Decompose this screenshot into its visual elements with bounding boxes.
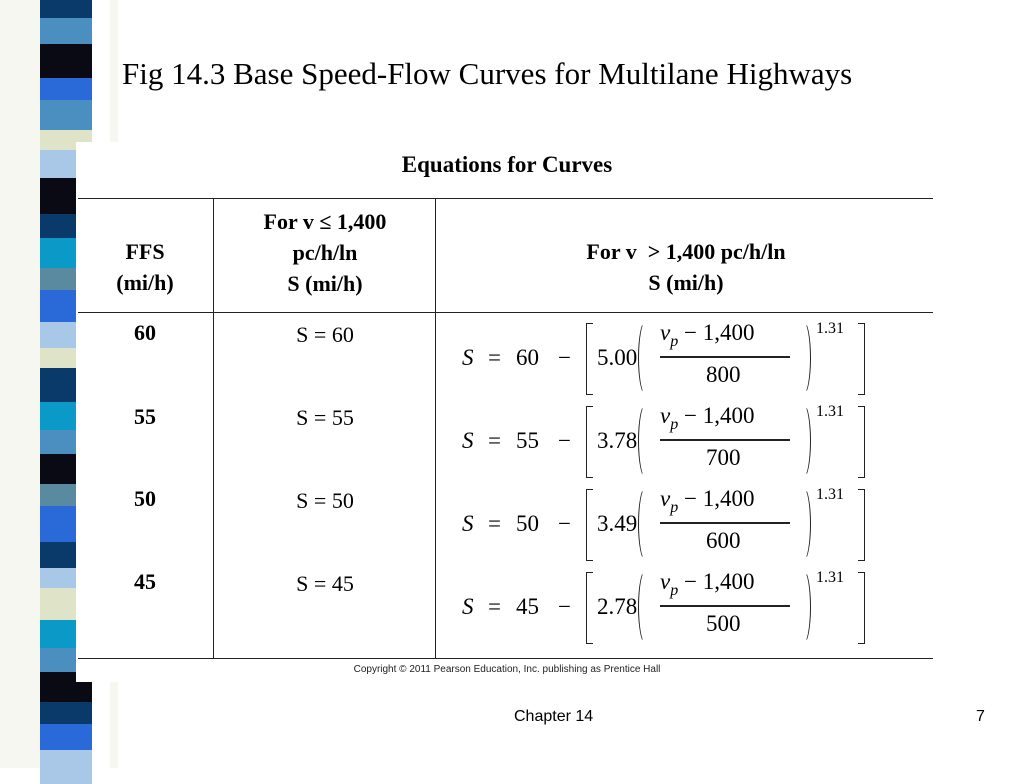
footer-chapter: Chapter 14 <box>514 708 594 725</box>
equation-exponent: 1.31 <box>816 403 844 420</box>
low-flow-equation: S = 50 <box>296 488 354 513</box>
left-bracket <box>586 323 593 395</box>
equation-denominator: 500 <box>706 611 741 636</box>
equation-s-symbol: S <box>462 594 474 619</box>
left-paren <box>638 404 653 478</box>
equation-numerator <box>660 320 755 350</box>
equation-denominator: 700 <box>706 445 741 470</box>
header-high-flow <box>436 236 936 298</box>
equation-minus: − <box>558 428 571 453</box>
right-bracket <box>858 323 865 395</box>
equation-exponent: 1.31 <box>816 486 844 503</box>
stripe-block <box>40 702 92 724</box>
equation-numerator-tail: − 1,400 <box>683 403 755 428</box>
header-high-line-1: For v > 1,400 pc/h/ln <box>586 239 786 264</box>
equation-exponent: 1.31 <box>816 320 844 337</box>
ffs-value: 45 <box>134 569 156 594</box>
ffs-value: 55 <box>134 404 156 429</box>
equation-s-symbol: S <box>462 345 474 370</box>
ffs-value: 50 <box>134 486 156 511</box>
high-flow-equation <box>462 484 932 574</box>
equation-s-symbol: S <box>462 511 474 536</box>
equation-s-symbol: S <box>462 428 474 453</box>
right-paren <box>796 487 811 561</box>
equation-coefficient: 2.78 <box>597 594 638 619</box>
equation-minus: − <box>558 345 571 370</box>
high-flow-equation <box>462 318 932 408</box>
table-title: Equations for Curves <box>401 152 613 177</box>
left-paren <box>638 321 653 395</box>
equation-v: v <box>660 486 671 511</box>
right-bracket <box>858 406 865 478</box>
stripe-block <box>40 18 92 44</box>
left-bracket <box>586 406 593 478</box>
equation-numerator <box>660 486 755 516</box>
stripe-block <box>40 750 92 784</box>
header-ffs <box>76 236 214 298</box>
equation-equals: = <box>488 511 501 536</box>
equation-v-sub: p <box>670 582 679 599</box>
equation-v-sub: p <box>670 499 679 516</box>
equation-numerator <box>660 569 755 599</box>
stripe-block <box>40 44 92 78</box>
header-ffs-line-2: (mi/h) <box>116 270 174 295</box>
stripe-block <box>40 78 92 100</box>
fraction-bar <box>660 356 790 358</box>
header-ffs-line-1: FFS <box>125 239 165 264</box>
header-low-line-3: S (mi/h) <box>287 271 363 296</box>
equation-minus: − <box>558 511 571 536</box>
equation-v: v <box>660 320 671 345</box>
equation-equals: = <box>488 428 501 453</box>
equation-base: 45 <box>516 594 539 619</box>
right-bracket <box>858 572 865 644</box>
equation-base: 55 <box>516 428 539 453</box>
high-flow-equation <box>462 567 932 657</box>
equation-coefficient: 3.49 <box>597 511 638 536</box>
right-paren <box>796 404 811 478</box>
header-low-line-1: For v ≤ 1,400 <box>263 209 387 234</box>
right-paren <box>796 321 811 395</box>
equation-v: v <box>660 403 671 428</box>
equation-v: v <box>660 569 671 594</box>
slide-title: Fig 14.3 Base Speed-Flow Curves for Multilane Highways <box>122 56 853 91</box>
equations-table-figure <box>76 142 948 682</box>
right-paren <box>796 570 811 644</box>
equation-v-sub: p <box>670 416 679 433</box>
low-flow-equation: S = 55 <box>296 405 354 430</box>
fraction-bar <box>660 439 790 441</box>
fraction-bar <box>660 522 790 524</box>
bottom-rule <box>78 658 933 659</box>
header-low-line-2: pc/h/ln <box>292 240 358 265</box>
left-bracket <box>586 572 593 644</box>
equation-numerator-tail: − 1,400 <box>683 486 755 511</box>
high-flow-equation <box>462 401 932 491</box>
header-rule <box>78 312 933 313</box>
left-bracket <box>586 489 593 561</box>
equation-coefficient: 5.00 <box>597 345 638 370</box>
right-bracket <box>858 489 865 561</box>
stripe-block <box>40 724 92 750</box>
fraction-bar <box>660 605 790 607</box>
equation-numerator <box>660 403 755 433</box>
stripe-block <box>40 100 92 130</box>
equation-base: 50 <box>516 511 539 536</box>
equation-minus: − <box>558 594 571 619</box>
equation-numerator-tail: − 1,400 <box>683 569 755 594</box>
top-rule <box>78 198 933 199</box>
equation-v-sub: p <box>670 333 679 350</box>
stripe-block <box>40 0 92 18</box>
equation-exponent: 1.31 <box>816 569 844 586</box>
header-low-flow <box>214 206 436 299</box>
left-paren <box>638 570 653 644</box>
equation-denominator: 600 <box>706 528 741 553</box>
page-number: 7 <box>976 708 985 725</box>
equation-denominator: 800 <box>706 362 741 387</box>
copyright-notice: Copyright © 2011 Pearson Education, Inc. publishing as Prentice Hall <box>353 664 661 675</box>
equation-coefficient: 3.78 <box>597 428 638 453</box>
equation-equals: = <box>488 345 501 370</box>
equation-numerator-tail: − 1,400 <box>683 320 755 345</box>
header-high-line-2: S (mi/h) <box>648 270 724 295</box>
ffs-value: 60 <box>134 320 156 345</box>
equation-equals: = <box>488 594 501 619</box>
equation-base: 60 <box>516 345 539 370</box>
low-flow-equation: S = 45 <box>296 571 354 596</box>
low-flow-equation: S = 60 <box>296 322 354 347</box>
left-paren <box>638 487 653 561</box>
